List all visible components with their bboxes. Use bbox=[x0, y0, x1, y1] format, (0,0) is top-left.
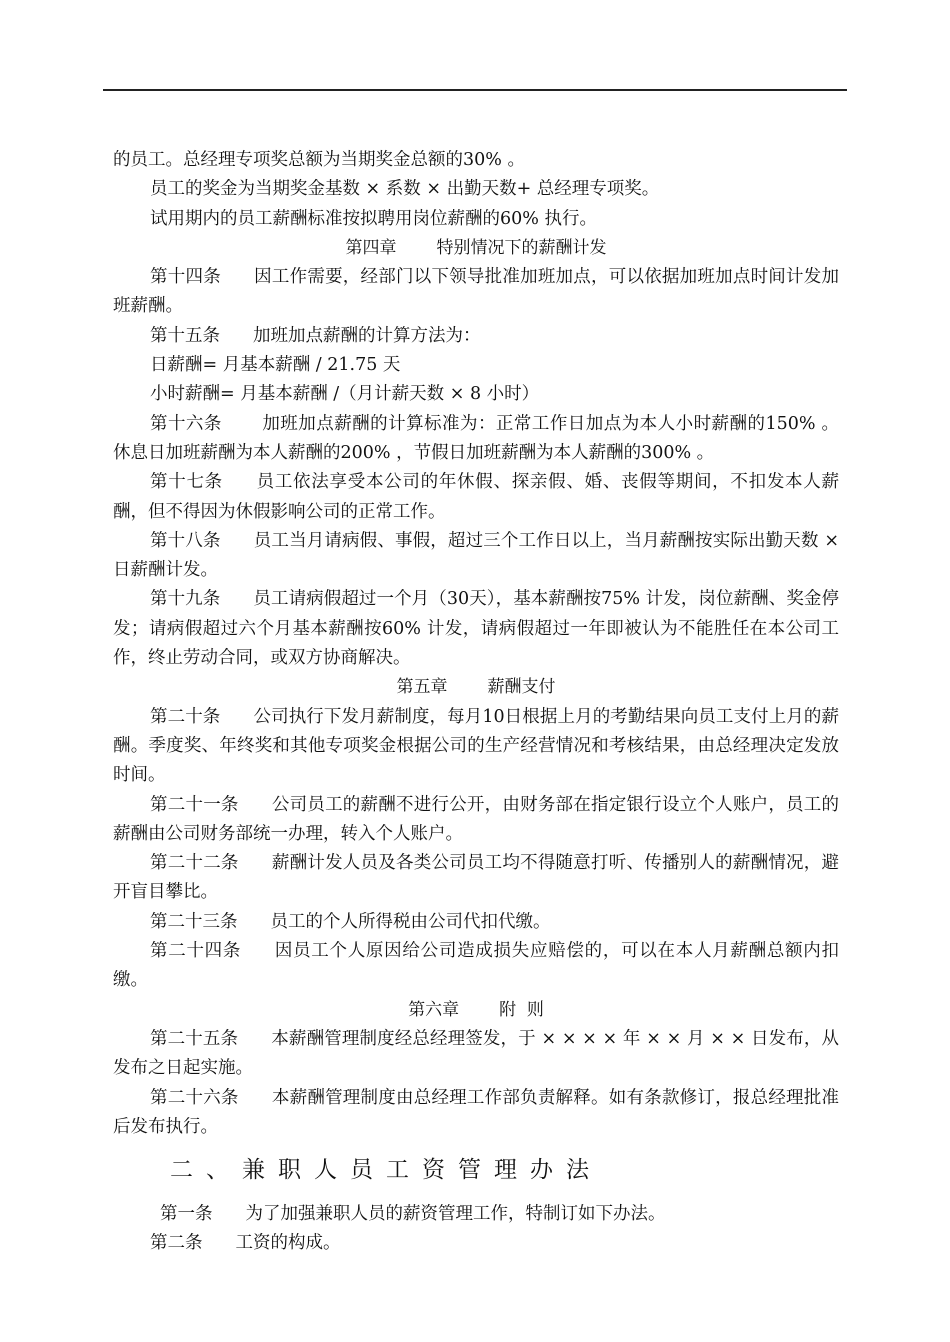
article-23 bbox=[113, 908, 839, 937]
header-rule bbox=[103, 89, 847, 91]
article-label: 第二十条 bbox=[150, 706, 221, 727]
article-19 bbox=[113, 585, 839, 673]
article-text: 员工依法享受本公司的年休假、探亲假、婚、丧假等期间，不扣发本人薪酬，但不得因为休假影响公司的正常工作。 bbox=[113, 472, 839, 522]
article-text: 本薪酬管理制度经总经理签发，于 × × × × 年 × × 月 × × 日发布，从发布之日起实施。 bbox=[113, 1028, 840, 1079]
formula-daily: 日薪酬= 月基本薪酬 / 21.75 天 bbox=[150, 355, 401, 376]
article-26 bbox=[113, 1084, 839, 1143]
article-label: 第十七条 bbox=[150, 472, 223, 493]
article-label: 第二条 bbox=[150, 1233, 203, 1254]
article-label: 第十九条 bbox=[150, 589, 221, 610]
article-text: 加班加点薪酬的计算方法为： bbox=[253, 325, 481, 346]
document-body bbox=[113, 146, 839, 1259]
article-text: 工资的构成。 bbox=[235, 1233, 341, 1254]
part-time-article-2 bbox=[113, 1229, 839, 1258]
article-label: 第二十六条 bbox=[150, 1087, 239, 1108]
part-time-article-1 bbox=[113, 1200, 839, 1229]
article-25 bbox=[113, 1025, 839, 1084]
continuation-line: 的员工。总经理专项奖总额为当期奖金总额的30% 。 bbox=[113, 150, 525, 170]
article-text: 因工作需要，经部门以下领导批准加班加点，可以依据加班加点时间计发加班薪酬。 bbox=[113, 267, 840, 317]
formula-hourly: 小时薪酬= 月基本薪酬 /（月计薪天数 × 8 小时） bbox=[150, 384, 540, 405]
chapter-number: 第六章 bbox=[408, 999, 460, 1020]
article-18 bbox=[113, 527, 839, 586]
article-label: 第十八条 bbox=[150, 530, 221, 551]
chapter-title: 特别情况下的薪酬计发 bbox=[436, 237, 607, 258]
article-label: 第二十二条 bbox=[150, 853, 239, 874]
article-16 bbox=[113, 410, 839, 469]
article-20 bbox=[113, 703, 839, 791]
chapter-4-heading bbox=[113, 234, 839, 263]
section-2-heading: 二、兼职人员工资管理办法 bbox=[170, 1157, 602, 1184]
article-15 bbox=[113, 322, 839, 351]
bonus-formula-line: 员工的奖金为当期奖金基数 × 系数 × 出勤天数+ 总经理专项奖。 bbox=[150, 179, 660, 200]
article-label: 第二十四条 bbox=[150, 941, 242, 962]
chapter-title: 附 则 bbox=[499, 999, 544, 1020]
chapter-number: 第五章 bbox=[396, 677, 448, 698]
article-text: 公司员工的薪酬不进行公开，由财务部在指定银行设立个人账户，员工的薪酬由公司财务部统一办理，转入个人账户。 bbox=[113, 794, 840, 844]
article-17 bbox=[113, 468, 839, 527]
article-21 bbox=[113, 791, 839, 850]
article-22 bbox=[113, 849, 839, 908]
article-text: 员工的个人所得税由公司代扣代缴。 bbox=[270, 911, 551, 932]
article-text: 本薪酬管理制度由总经理工作部负责解释。如有条款修订，报总经理批准后发布执行。 bbox=[113, 1087, 840, 1137]
article-label: 第十六条 bbox=[150, 413, 222, 434]
article-text: 公司执行下发月薪制度，每月10日根据上月的考勤结果向员工支付上月的薪酬。季度奖、年终奖和其他专项奖金根据公司的生产经营情况和考核结果，由总经理决定发放时间。 bbox=[113, 706, 840, 786]
chapter-number: 第四章 bbox=[345, 237, 397, 258]
article-label: 第二十五条 bbox=[150, 1028, 239, 1049]
article-label: 第十五条 bbox=[150, 325, 220, 346]
chapter-5-heading bbox=[113, 673, 839, 702]
article-label: 第十四条 bbox=[150, 267, 221, 288]
article-text: 薪酬计发人员及各类公司员工均不得随意打听、传播别人的薪酬情况，避开盲目攀比。 bbox=[113, 853, 840, 903]
article-label: 第二十三条 bbox=[150, 911, 238, 932]
article-24 bbox=[113, 937, 839, 996]
article-text: 加班加点薪酬的计算标准为：正常工作日加点为本人小时薪酬的150% 。休息日加班薪酬为本人薪酬的200% ，节假日加班薪酬为本人薪酬的300% 。 bbox=[113, 413, 840, 463]
article-14 bbox=[113, 263, 839, 322]
article-label: 第二十一条 bbox=[150, 794, 239, 815]
article-label: 第一条 bbox=[160, 1204, 213, 1225]
article-text: 为了加强兼职人员的薪资管理工作，特制订如下办法。 bbox=[245, 1204, 666, 1225]
article-text: 员工请病假超过一个月（30天），基本薪酬按75% 计发，岗位薪酬、奖金停发；请病假超过六个月基本薪酬按60% 计发，请病假超过一年即被认为不能胜任在本公司工作，终止劳动合同，或双方协商解决。 bbox=[113, 589, 839, 669]
article-text: 员工当月请病假、事假，超过三个工作日以上，当月薪酬按实际出勤天数 × 日薪酬计发。 bbox=[113, 530, 839, 581]
article-text: 因员工个人原因给公司造成损失应赔偿的，可以在本人月薪酬总额内扣缴。 bbox=[113, 941, 840, 991]
chapter-6-heading bbox=[113, 996, 839, 1025]
chapter-title: 薪酬支付 bbox=[487, 677, 556, 698]
probation-line: 试用期内的员工薪酬标准按拟聘用岗位薪酬的60% 执行。 bbox=[150, 208, 597, 229]
